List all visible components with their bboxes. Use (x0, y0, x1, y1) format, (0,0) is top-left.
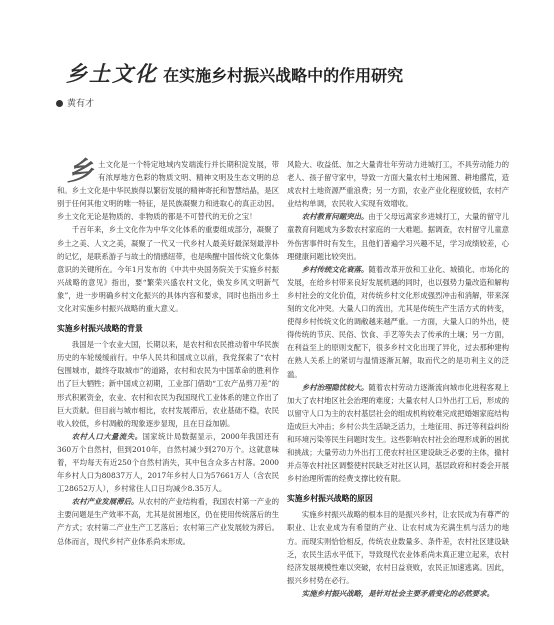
title-main: 在实施乡村振兴战略中的作用研究 (163, 66, 404, 85)
keyword-lead: 实施乡村振兴战略，是针对社会主要矛盾变化的必然要求。 (301, 588, 494, 598)
paragraph (287, 210, 509, 262)
paragraph (287, 263, 509, 381)
paragraph-text: 随着改革开放和工业化、城镇化、市场化的发展，在给乡村带来良好发展机遇的同时，也以强势力量改造和解构乡村社会的文化价值，对传统乡村文化形成强烈冲击和消解，带来深刻的文化冲突。大量人口的流出，尤其是传统生产生活方式的转变，使得乡村传统文化的调敝越来越严重。一方面，大量人口的外出，使得传统的节庆、民俗、饮食、手艺等失去了传承的土壤；另一方面，在利益至上的原则支配下，很多乡村文化出现了异化，过去那种建构在熟人关系上的紧切与温情逐渐瓦解，取而代之的是功利主义的泛滥。 (287, 264, 509, 379)
article-title (66, 58, 526, 88)
title-decorative: 乡土文化 (66, 61, 158, 86)
bullet-icon (56, 100, 63, 107)
paragraph (287, 587, 509, 600)
paragraph-text: 由于父母远离家乡进城打工，大量的留守儿童教育问题成为多数农村家庭的一大难题。据调查，农村留守儿童意外伤害事件时有发生，且他们普遍学习兴趣不足，学习成绩较差，心理健康问题比较突出。 (287, 212, 509, 261)
right-column (287, 158, 509, 600)
paragraph: 风险大、收益低、加之大量青壮年劳动力进城打工，不具劳动能力的老人、孩子留守家中，导致一方面大量农村土地闲置、耕地撂荒，造成农村土地资源严重浪费；另一方面，农业产业化程度较低，农村产业结构单调，农民收入实现有效增收。 (287, 160, 509, 209)
keyword-lead: 乡村传统文化衰落。 (301, 264, 369, 274)
paragraph (57, 158, 279, 223)
paragraph (287, 381, 509, 486)
paragraph: 千百年来，乡土文化作为中华文化体系的重要组成部分，凝聚了乡土之美、人文之美，凝聚了一代又一代乡村人最美好最深刻最淳朴的记忆，是联系游子与故土的情感纽带，也是唤醒中国传统文化集体意识的关键所在。今年1月发布的《中共中央国务院关于实施乡村振兴战略的意见》指出，要“繁荣兴盛农村文化，焕发乡风文明新气象”，进一步明确乡村文化振兴的具体内容和要求，同时也指出乡土文化对实施乡村振兴战略的重大意义。 (57, 225, 279, 314)
section-heading: 实施乡村振兴战略的原因 (287, 494, 373, 504)
paragraph-text: 土文化是一个特定地域内发端流行并长期积淀发展，带有浓厚地方色彩的物质文明、精神文明及生态文明的总和。乡土文化是中华民族得以繁衍发展的精神寄托和智慧结晶，是区别于任何其他文明的唯一特征，是民族凝聚力和进取心的真正动因。乡土文化无论是物质的、非物质的都是不可替代的无价之宝！ (57, 160, 279, 222)
paragraph (57, 495, 279, 547)
drop-cap: 乡 (67, 157, 94, 187)
paragraph: 实施乡村振兴战略的根本目的是振兴乡村，让农民成为有尊严的职业、让农业成为有希望的产业、让农村成为充满生机与活力的地方。而现实则恰恰相反，传统农业数量多、条件差，农村社区建设缺乏，农民生活水平低下，导致现代农业体系尚未真正建立起来，农村经济发展规模性难以突破，农村日益衰败，农民正加速逃离。因此，振兴乡村势在必行。 (287, 510, 509, 585)
keyword-lead: 农村产业发展滞后。 (71, 497, 139, 507)
author-name: 黄有才 (67, 99, 95, 109)
paragraph-text: 从农村的产业结构看，我国农村第一产业的主要问题是生产效率不高，尤其是贫困地区，仍在使用传统落后的生产方式；农村第二产业生产工艺落后；农村第三产业发展较为滞后。总体而言，现代乡村产业体系尚未形成。 (57, 497, 279, 546)
keyword-lead: 乡村治理隐忧较大。 (301, 382, 369, 392)
section-heading: 实施乡村振兴战略的背景 (57, 324, 143, 334)
left-column (57, 158, 279, 548)
paragraph-text: 随着农村劳动力逐渐流向城市化进程客观上加大了农村地区社会治理的难度；大量农村人口外出打工后，形成的以留守人口为主的农村基层社会的组成机构较难完成把婚姻家庭结构造成巨大冲击；乡村公共生活缺乏活力，土地征用、拆迁等利益纠纷和环境污染等民生问题时发生。这些影响农村社会治理形成新的困扰和挑战；大量劳动力外出打工使农村社区建设缺乏必要的主体，撤村并点等农村社区调整使村民缺乏对社区认同，基层政府和村委会开展乡村治理所需的经费支撑比较有限。 (287, 382, 509, 484)
paragraph: 我国是一个农业大国，长期以来，是农村和农民推动着中华民族历史的车轮缓缓前行。中华人民共和国成立以前，我党探索了“农村包围城市，最终夺取城市”的道路，农村和农民为中国革命的胜利作出了巨大牺牲；新中国成立初期，工业部门借助“工农产品剪刀差”的形式积累资金，农业、农村和农民为我国现代工业体系的建立作出了巨大贡献。但目前与城市相比，农村发展滞后，农业基础不稳，农民收入较低，乡村凋敝的现象逐步显现，且在日益加剧。 (57, 340, 279, 428)
paragraph-text: 国家统计局数据显示，2000年我国还有360万个自然村，但到2010年，自然村减少到270万个。这就意味着，平均每天有近250个自然村消失，其中包含众多古村落。2000年乡村人口为80837万人，2017年乡村人口为57661万人（含农民工28652万人），乡村常住人口日均减少8.35万人。 (57, 431, 279, 494)
author-line (56, 96, 94, 109)
keyword-lead: 农村人口大量流失。 (71, 431, 143, 441)
keyword-lead: 农村教育问题突出。 (301, 212, 369, 222)
paragraph (57, 430, 279, 495)
